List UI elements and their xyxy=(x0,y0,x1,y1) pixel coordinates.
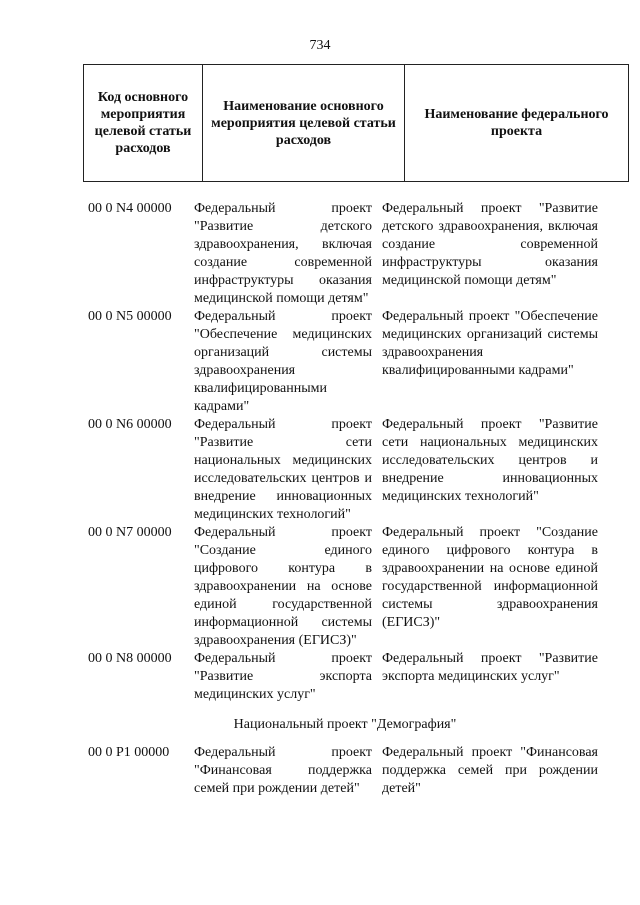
row-event-name: Федеральный проект "Финансовая поддержка семей при рождении детей" xyxy=(194,745,372,796)
row-federal-project: Федеральный проект "Обеспечение медицинских организаций системы здравоохранения квалифицированными кадрами" xyxy=(382,309,598,378)
row-code: 00 0 N8 00000 xyxy=(88,651,172,666)
page-number: 734 xyxy=(309,38,331,53)
row-federal-project: Федеральный проект "Развитие детского здравоохранения, включая создание современной инфраструктуры оказания медицинской помощи детям" xyxy=(382,201,598,288)
header-col-event-name: Наименование основного мероприятия целевой статьи расходов xyxy=(203,65,405,182)
row-event-name: Федеральный проект "Обеспечение медицинских организаций системы здравоохранения квалифицированными кадрами" xyxy=(194,309,372,414)
row-code: 00 0 N5 00000 xyxy=(88,309,172,324)
row-event-name: Федеральный проект "Создание единого цифрового контура в здравоохранении на основе единой государственной информационной системы здравоохранения (ЕГИСЗ)" xyxy=(194,525,372,648)
row-event-name: Федеральный проект "Развитие сети национальных медицинских исследовательских центров и внедрение инновационных медицинских технологий" xyxy=(194,417,372,522)
table-header xyxy=(83,64,629,182)
row-event-name: Федеральный проект "Развитие экспорта медицинских услуг" xyxy=(194,651,372,702)
row-code: 00 0 N4 00000 xyxy=(88,201,172,216)
row-code: 00 0 N7 00000 xyxy=(88,525,172,540)
table-row xyxy=(88,650,602,704)
section-title: Национальный проект "Демография" xyxy=(233,717,457,732)
table-row xyxy=(88,308,602,416)
table-row xyxy=(88,524,602,650)
table-row xyxy=(88,744,602,798)
row-event-name: Федеральный проект "Развитие детского здравоохранения, включая создание современной инфраструктуры оказания медицинской помощи детям" xyxy=(194,201,372,306)
header-col-federal-project: Наименование федерального проекта xyxy=(405,65,629,182)
table-body xyxy=(88,200,602,798)
row-federal-project: Федеральный проект "Финансовая поддержка семей при рождении детей" xyxy=(382,745,598,796)
row-federal-project: Федеральный проект "Развитие сети национальных медицинских исследовательских центров и внедрение инновационных медицинских технологий" xyxy=(382,417,598,504)
header-col-code: Код основного мероприятия целевой статьи расходов xyxy=(84,65,203,182)
row-code: 00 0 N6 00000 xyxy=(88,417,172,432)
table-row xyxy=(88,416,602,524)
row-code: 00 0 P1 00000 xyxy=(88,745,170,760)
row-federal-project: Федеральный проект "Создание единого цифрового контура в здравоохранении на основе единой государственной информационной системы здравоохранения (ЕГИСЗ)" xyxy=(382,525,598,630)
table-row xyxy=(88,200,602,308)
row-federal-project: Федеральный проект "Развитие экспорта медицинских услуг" xyxy=(382,651,598,684)
